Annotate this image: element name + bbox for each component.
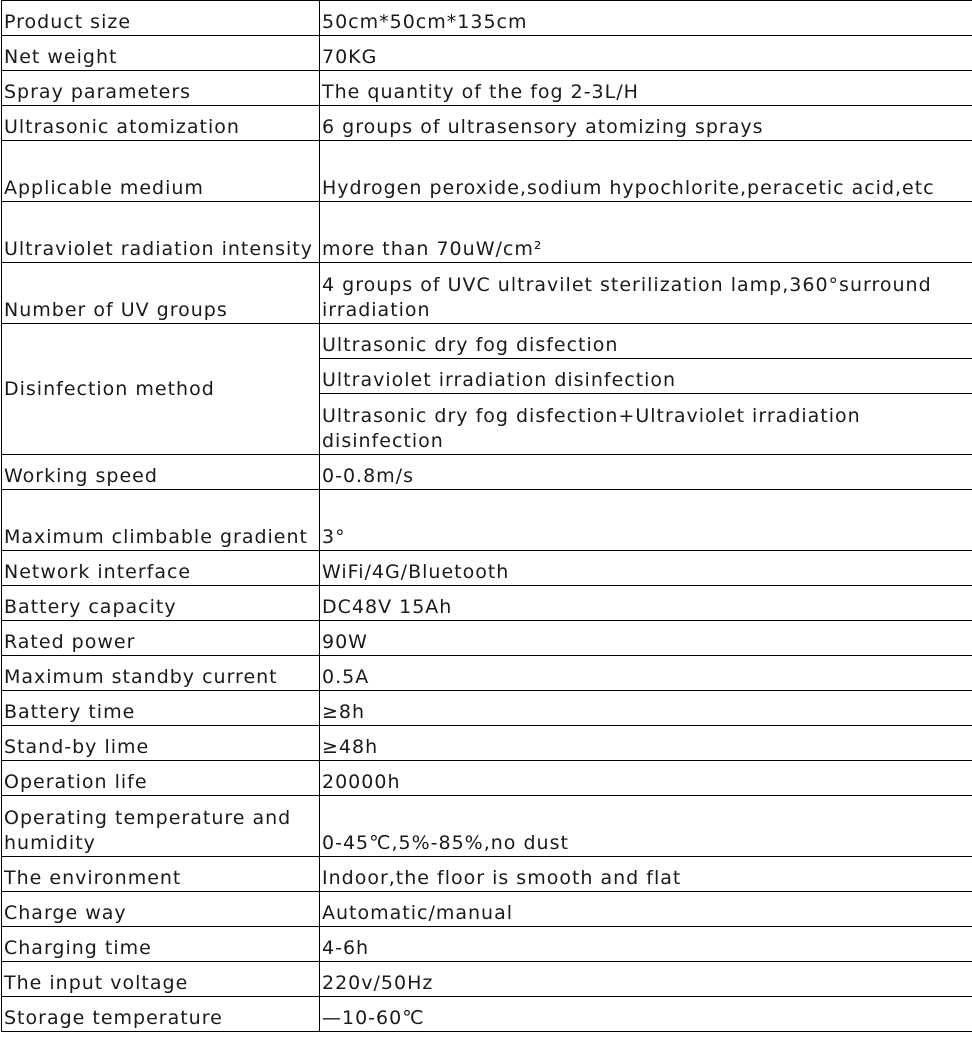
spec-value: The quantity of the fog 2-3L/H [320, 71, 972, 106]
table-row [2, 551, 972, 586]
spec-label: Product size [2, 1, 320, 36]
spec-value: Ultraviolet irradiation disinfection [320, 359, 972, 394]
table-row [2, 927, 972, 962]
spec-label: The input voltage [2, 962, 320, 997]
spec-label: Storage temperature [2, 997, 320, 1032]
table-row [2, 455, 972, 490]
spec-label: Charge way [2, 892, 320, 927]
spec-value: WiFi/4G/Bluetooth [320, 551, 972, 586]
spec-label: Spray parameters [2, 71, 320, 106]
spec-value: 4-6h [320, 927, 972, 962]
spec-label: Applicable medium [2, 141, 320, 202]
spec-value: Indoor,the floor is smooth and flat [320, 857, 972, 892]
spec-value: more than 70uW/cm² [320, 202, 972, 263]
spec-value: 50cm*50cm*135cm [320, 1, 972, 36]
table-row [2, 263, 972, 324]
spec-label: Ultrasonic atomization [2, 106, 320, 141]
table-row [2, 324, 972, 359]
spec-value: Ultrasonic dry fog disfection+Ultraviolet irradiation disinfection [320, 394, 972, 455]
table-row [2, 36, 972, 71]
spec-label: Net weight [2, 36, 320, 71]
table-row [2, 586, 972, 621]
spec-label: Operation life [2, 761, 320, 796]
spec-value: ≥8h [320, 691, 972, 726]
spec-value: 0-0.8m/s [320, 455, 972, 490]
spec-value: ≥48h [320, 726, 972, 761]
spec-value: 6 groups of ultrasensory atomizing sprays [320, 106, 972, 141]
spec-value: 3° [320, 490, 972, 551]
spec-value: DC48V 15Ah [320, 586, 972, 621]
spec-value: Automatic/manual [320, 892, 972, 927]
table-row [2, 796, 972, 857]
spec-table [1, 0, 972, 1032]
spec-label: Ultraviolet radiation intensity [2, 202, 320, 263]
table-row [2, 726, 972, 761]
spec-value: 70KG [320, 36, 972, 71]
spec-label: Maximum standby current [2, 656, 320, 691]
spec-label: Stand-by lime [2, 726, 320, 761]
table-row [2, 490, 972, 551]
spec-value: 0.5A [320, 656, 972, 691]
table-row [2, 621, 972, 656]
spec-label: Network interface [2, 551, 320, 586]
spec-value: 220v/50Hz [320, 962, 972, 997]
table-row [2, 1, 972, 36]
spec-label: Battery time [2, 691, 320, 726]
spec-value: 20000h [320, 761, 972, 796]
spec-value: 4 groups of UVC ultravilet sterilization lamp,360°surround irradiation [320, 263, 972, 324]
spec-value: Hydrogen peroxide,sodium hypochlorite,peracetic acid,etc [320, 141, 972, 202]
spec-label: Operating temperature and humidity [2, 796, 320, 857]
table-row [2, 656, 972, 691]
table-row [2, 106, 972, 141]
table-row [2, 857, 972, 892]
spec-value: —10-60℃ [320, 997, 972, 1032]
table-row [2, 141, 972, 202]
spec-label: Charging time [2, 927, 320, 962]
spec-label: Maximum climbable gradient [2, 490, 320, 551]
table-row [2, 691, 972, 726]
table-row [2, 892, 972, 927]
spec-label: Working speed [2, 455, 320, 490]
table-row [2, 997, 972, 1032]
spec-label: Battery capacity [2, 586, 320, 621]
spec-label: Disinfection method [2, 324, 320, 455]
spec-label: The environment [2, 857, 320, 892]
spec-label: Number of UV groups [2, 263, 320, 324]
table-row [2, 71, 972, 106]
spec-value: 0-45℃,5%-85%,no dust [320, 796, 972, 857]
table-row [2, 761, 972, 796]
table-row [2, 962, 972, 997]
spec-label: Rated power [2, 621, 320, 656]
spec-value: Ultrasonic dry fog disfection [320, 324, 972, 359]
spec-value: 90W [320, 621, 972, 656]
table-row [2, 202, 972, 263]
